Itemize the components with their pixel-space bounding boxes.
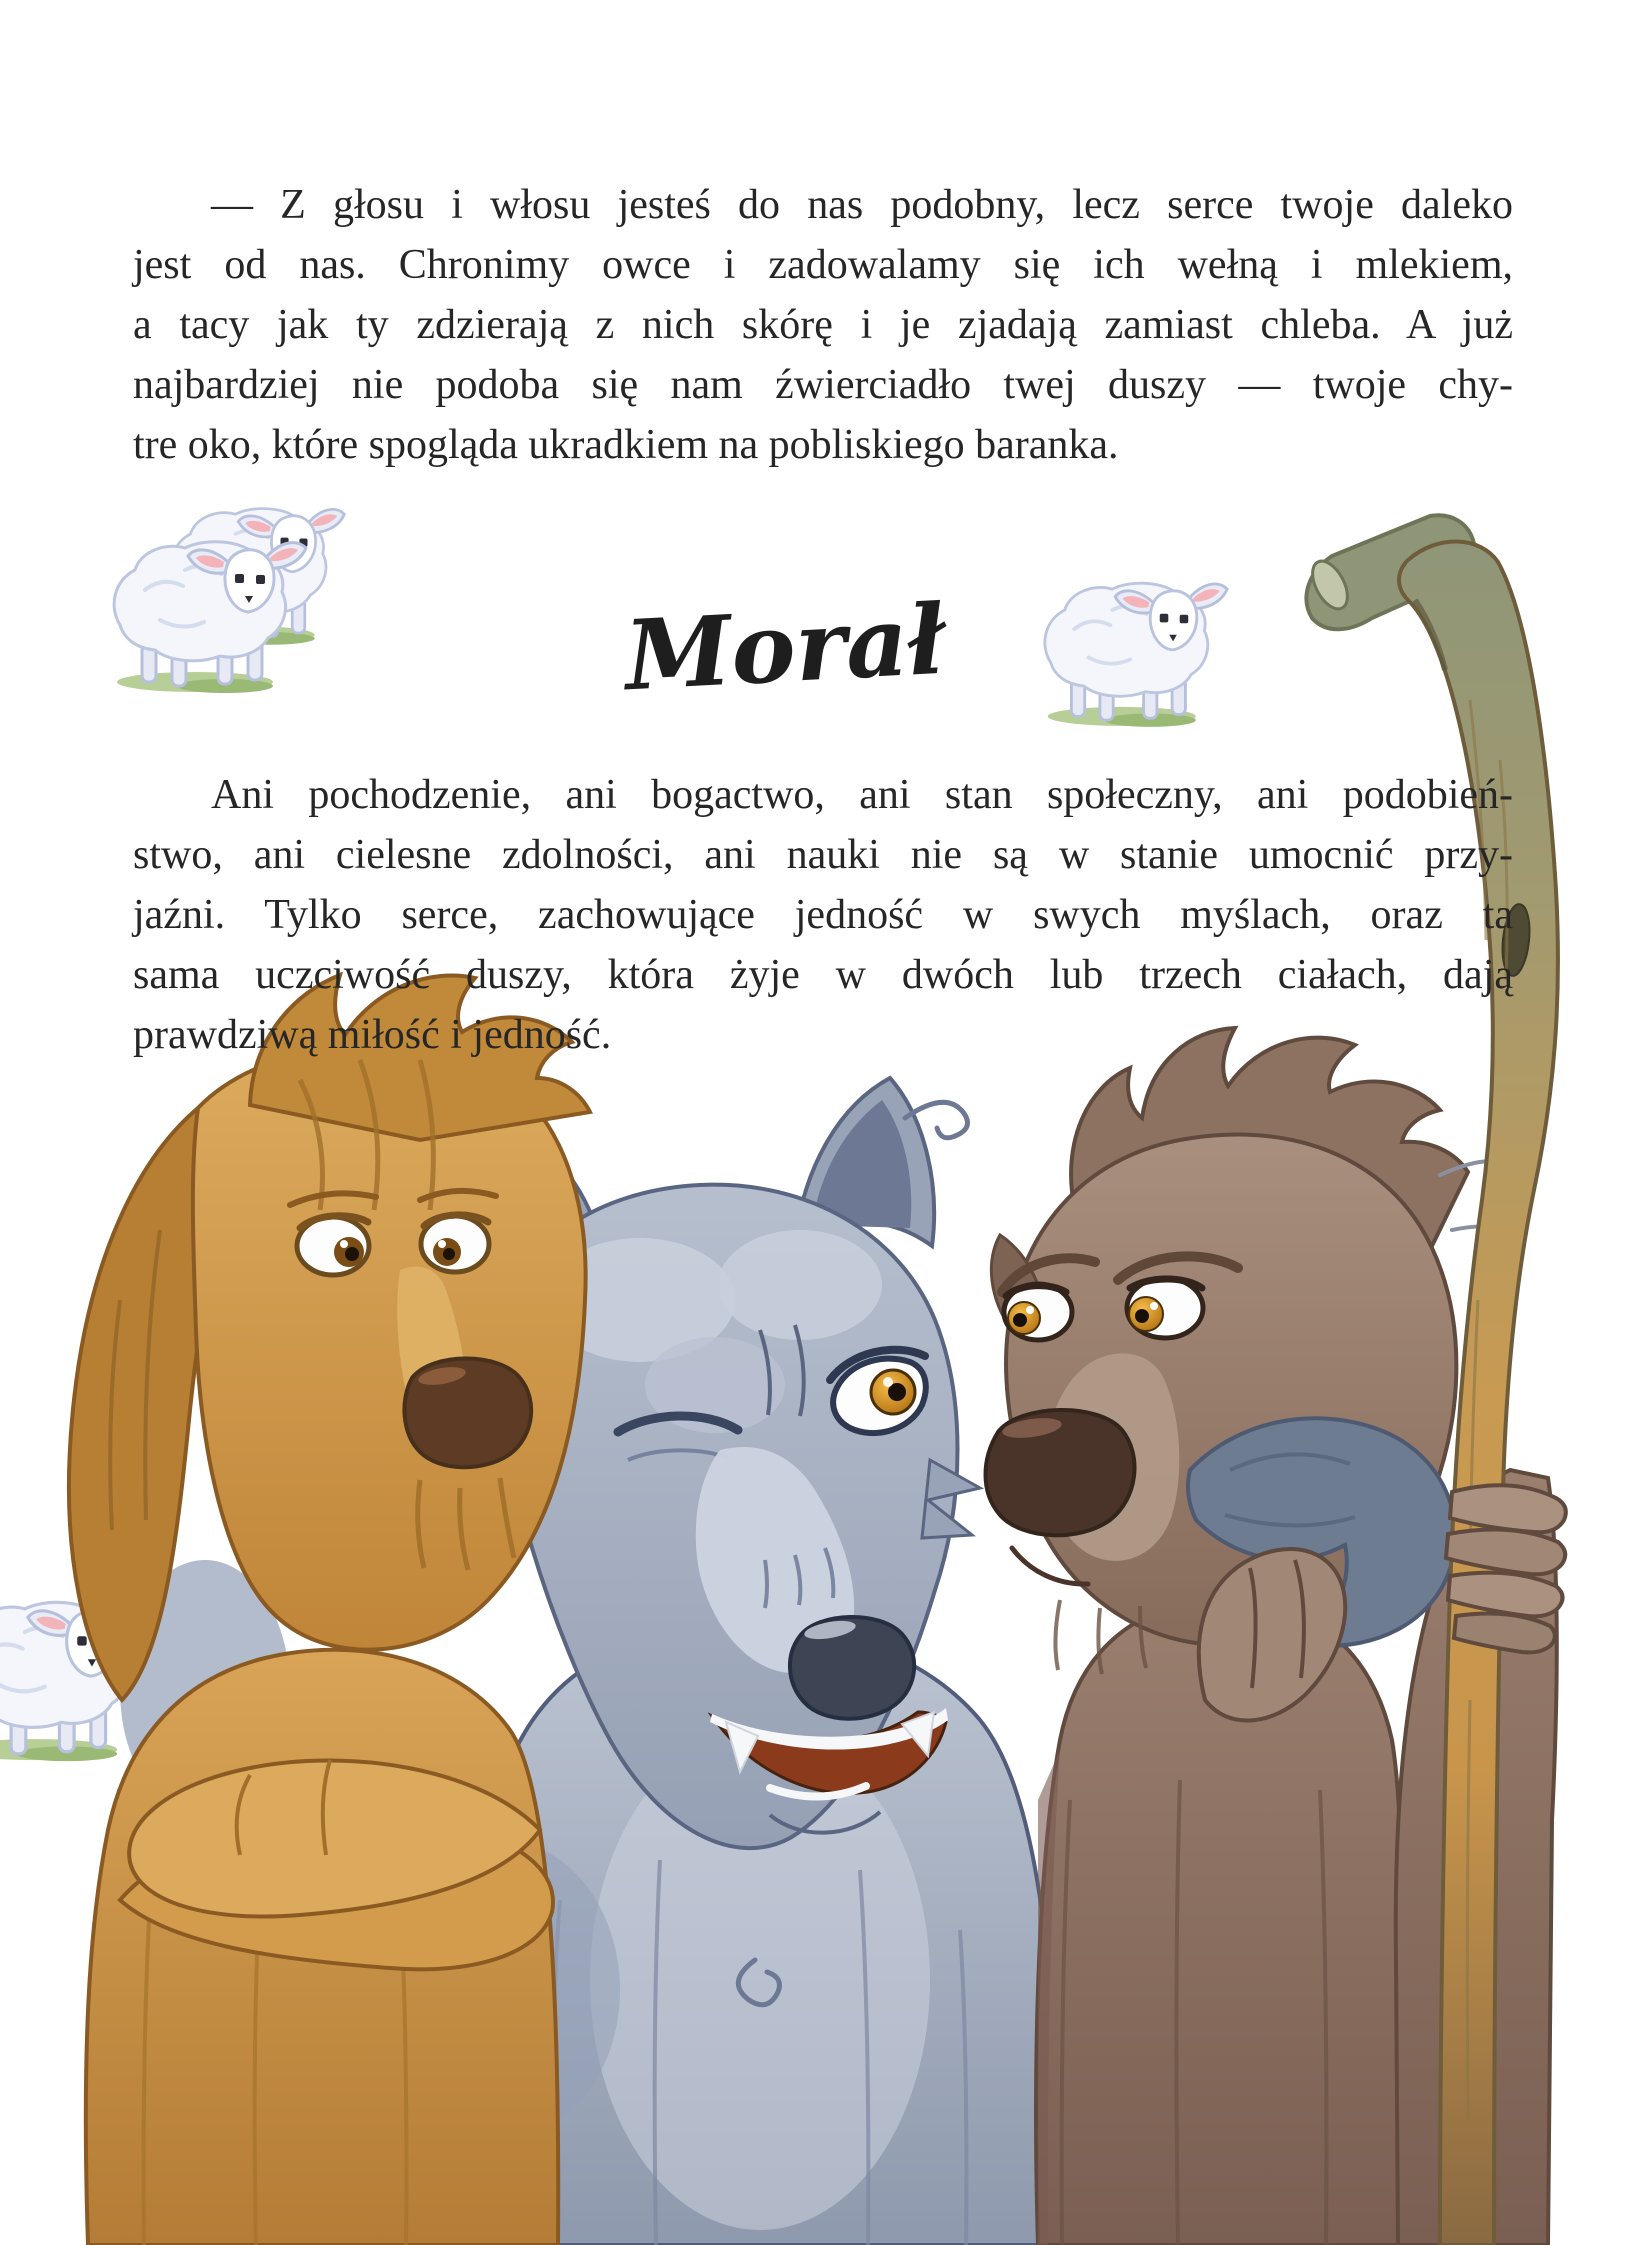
text-line: jest od nas. Chronimy owce i zadowalamy się ich wełną i mlekiem, bbox=[133, 242, 1513, 288]
text-line: stwo, ani cielesne zdolności, ani nauki nie są w stanie umocnić przy- bbox=[133, 832, 1513, 878]
text-line: Ani pochodzenie, ani bogactwo, ani stan społeczny, ani podobień- bbox=[211, 772, 1513, 818]
paragraph-dialogue bbox=[133, 175, 1513, 475]
text-line: a tacy jak ty zdzierają z nich skórę i je zjadają zamiast chleba. A już bbox=[133, 302, 1513, 348]
text-line: najbardziej nie podoba się nam źwierciadło twej duszy — twoje chy- bbox=[133, 362, 1513, 408]
text-line: sama uczciwość duszy, która żyje w dwóch lub trzech ciałach, dają bbox=[133, 952, 1513, 998]
paragraph-moral bbox=[133, 765, 1513, 1065]
moral-heading: Morał bbox=[622, 582, 948, 713]
text-line: jaźni. Tylko serce, zachowujące jedność w swych myślach, oraz ta bbox=[133, 892, 1513, 938]
left-sheep-pair-illustration bbox=[114, 509, 344, 693]
tan-dog-illustration bbox=[69, 975, 620, 2245]
text-line: tre oko, które spogląda ukradkiem na pobliskiego baranka. bbox=[133, 422, 1119, 468]
text-line: prawdziwą miłość i jedność. bbox=[133, 1012, 612, 1058]
text-line: — Z głosu i włosu jesteś do nas podobny, lecz serce twoje daleko bbox=[211, 182, 1513, 228]
right-sheep-illustration bbox=[1045, 583, 1227, 727]
